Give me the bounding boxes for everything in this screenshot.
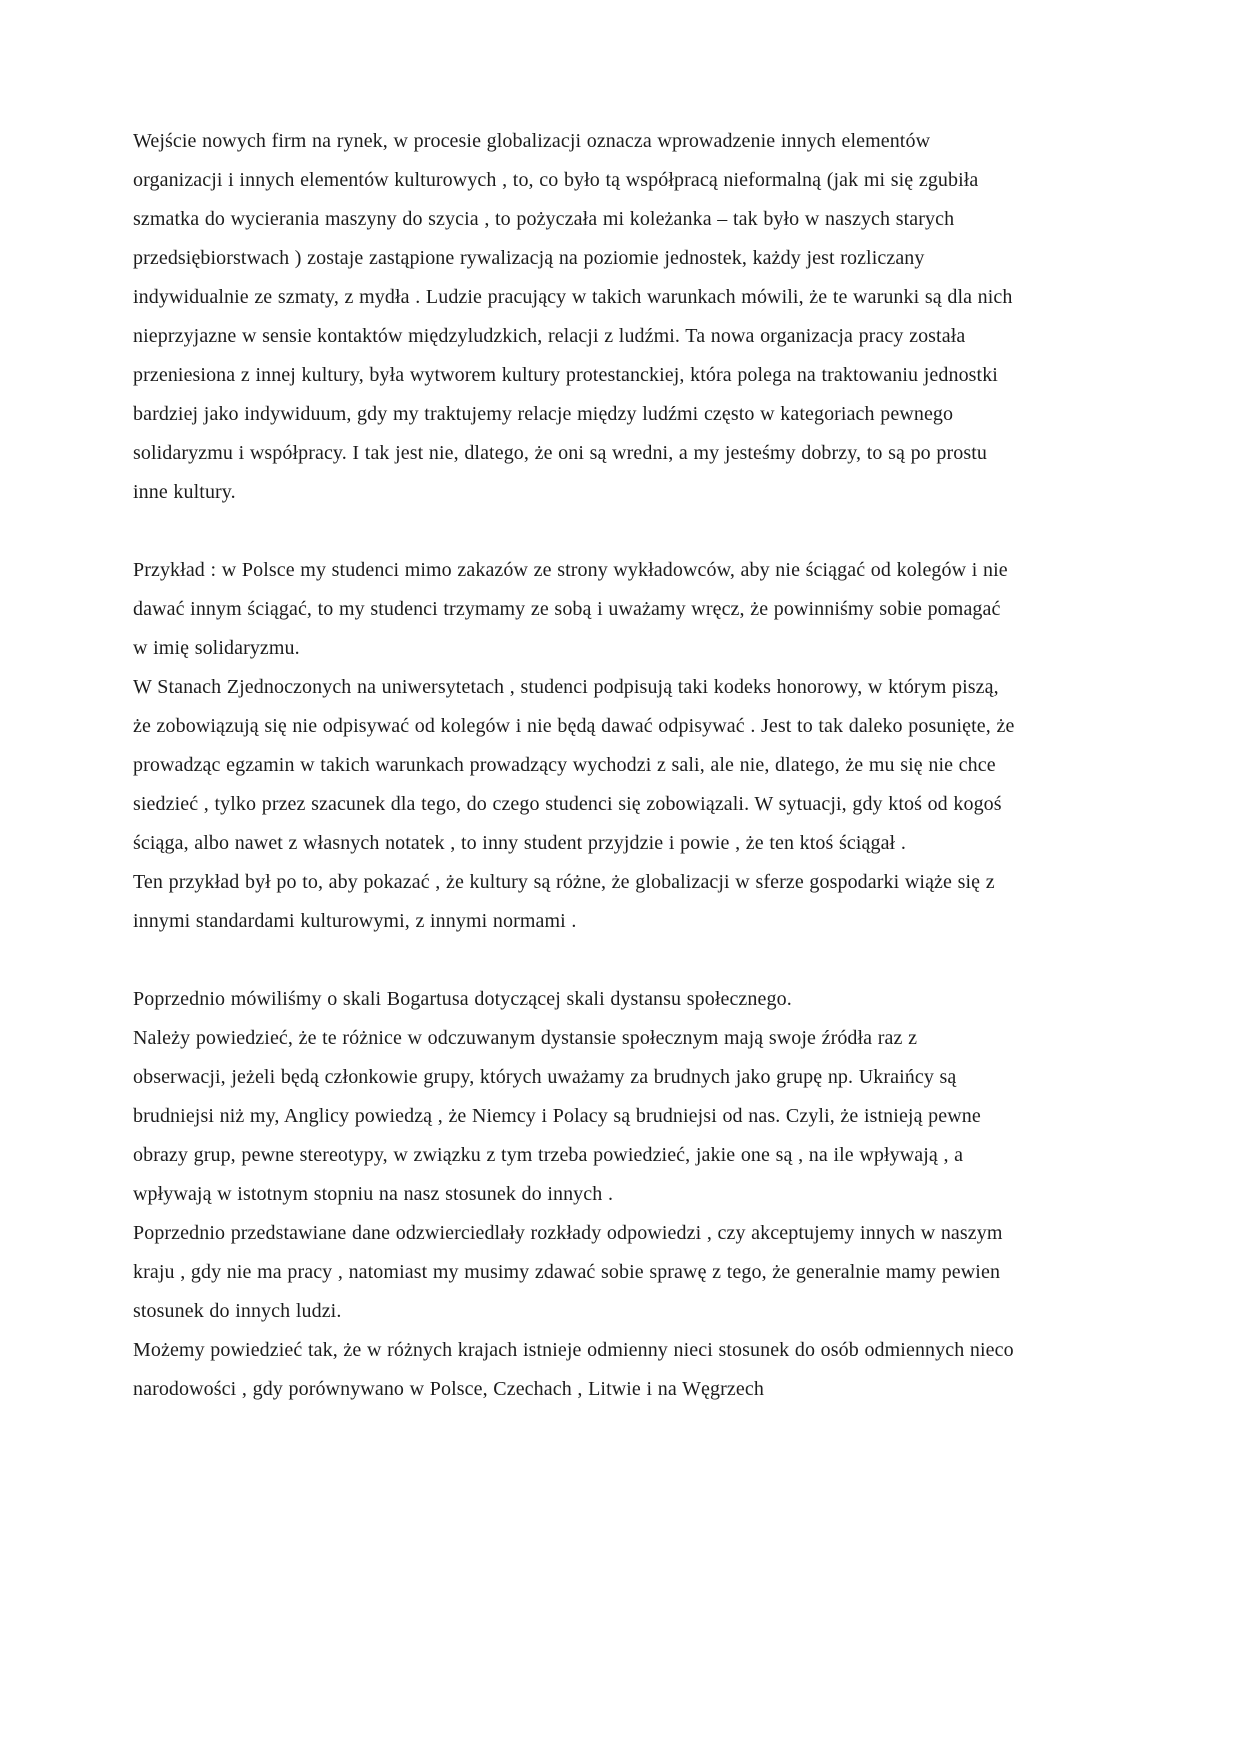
paragraph: Wejście nowych firm na rynek, w procesie globalizacji oznacza wprowadzenie innych elementów organizacji i innych elementów kulturowych , to, co było tą współpracą nieformalną (jak mi się zgubiła szmatka do wycierania maszyny do szycia , to pożyczała mi koleżanka – tak było w naszych starych przedsiębiorstwach ) zostaje zastąpione rywalizacją na poziomie jednostek, każdy jest rozliczany indywidualnie ze szmaty, z mydła . Ludzie pracujący w takich warunkach mówili, że te warunki są dla nich nieprzyjazne w sensie kontaktów międzyludzkich, relacji z ludźmi. Ta nowa organizacja pracy została przeniesiona z innej kultury, była wytworem kultury protestanckiej, która polega na traktowaniu jednostki bardziej jako indywiduum, gdy my traktujemy relacje między ludźmi często w kategoriach pewnego solidaryzmu i współpracy. I tak jest nie, dlatego, że oni są wredni, a my jesteśmy dobrzy, to są po prostu inne kultury. — [133, 130, 1013, 503]
paragraph: W Stanach Zjednoczonych na uniwersytetach , studenci podpisują taki kodeks honorowy, w którym piszą, że zobowiązują się nie odpisywać od kolegów i nie będą dawać odpisywać . Jest to tak daleko posunięte, że prowadząc egzamin w takich warunkach prowadzący wychodzi z sali, ale nie, dlatego, że mu się nie chce siedzieć , tylko przez szacunek dla tego, do czego studenci się zobowiązali. W sytuacji, gdy ktoś od kogoś ściąga, albo nawet z własnych notatek , to inny student przyjdzie i powie , że ten ktoś ściągał . — [133, 676, 1015, 854]
paragraph: Ten przykład był po to, aby pokazać , że kultury są różne, że globalizacji w sferze gospodarki wiąże się z innymi standardami kulturowymi, z innymi normami . — [133, 871, 995, 932]
paragraph: Przykład : w Polsce my studenci mimo zakazów ze strony wykładowców, aby nie ściągać od kolegów i nie dawać innym ściągać, to my studenci trzymamy ze sobą i uważamy wręcz, że powinniśmy sobie pomagać w imię solidaryzmu. — [133, 559, 1008, 659]
paragraph: Poprzednio przedstawiane dane odzwierciedlały rozkłady odpowiedzi , czy akceptujemy innych w naszym kraju , gdy nie ma pracy , natomiast my musimy zdawać sobie sprawę z tego, że generalnie mamy pewien stosunek do innych ludzi. — [133, 1222, 1003, 1322]
paragraph-block — [133, 122, 1015, 512]
paragraph: Możemy powiedzieć tak, że w różnych krajach istnieje odmienny nieci stosunek do osób odmiennych nieco narodowości , gdy porównywano w Polsce, Czechach , Litwie i na Węgrzech — [133, 1339, 1014, 1400]
paragraph-block — [133, 551, 1015, 941]
paragraph: Poprzednio mówiliśmy o skali Bogartusa dotyczącej skali dystansu społecznego. — [133, 988, 792, 1010]
paragraph-block — [133, 980, 1015, 1409]
paragraph: Należy powiedzieć, że te różnice w odczuwanym dystansie społecznym mają swoje źródła raz z obserwacji, jeżeli będą członkowie grupy, których uważamy za brudnych jako grupę np. Ukraińcy są brudniejsi niż my, Anglicy powiedzą , że Niemcy i Polacy są brudniejsi od nas. Czyli, że istnieją pewne obrazy grup, pewne stereotypy, w związku z tym trzeba powiedzieć, jakie one są , na ile wpływają , a wpływają w istotnym stopniu na nasz stosunek do innych . — [133, 1027, 981, 1205]
